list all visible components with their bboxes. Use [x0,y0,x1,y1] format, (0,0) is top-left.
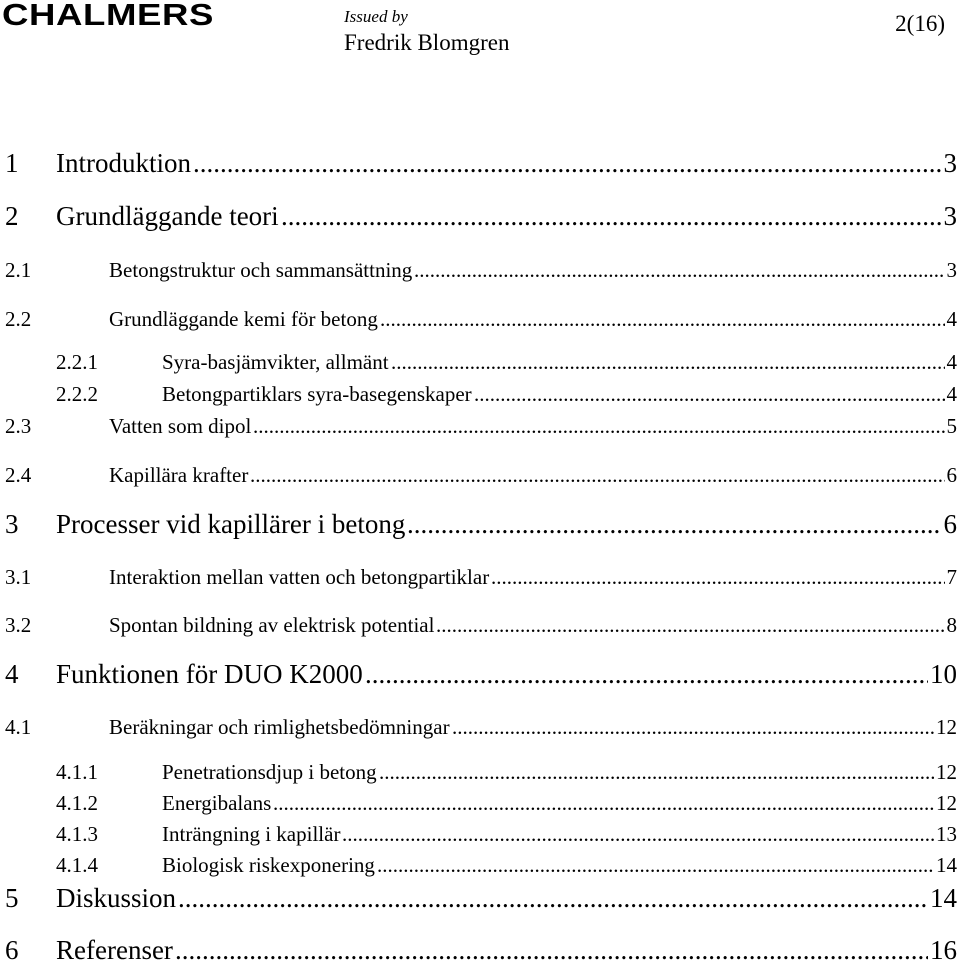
toc-entry-page: 3 [943,148,957,178]
toc-leader-dots [380,309,945,330]
toc-leader-dots [452,717,934,738]
toc-entry[interactable] [0,260,960,290]
toc-entry-page: 14 [936,853,957,877]
toc-entry-page: 3 [943,201,957,231]
toc-leader-dots [377,855,934,876]
toc-entry-title: Kapillära krafter [109,463,249,487]
toc-entry-page: 13 [936,822,957,846]
toc-entry-title: Diskussion [56,883,177,913]
toc-entry-number: 2.4 [5,463,32,487]
toc-entry-page: 7 [946,565,957,589]
toc-entry-title: Interaktion mellan vatten och betongpartiklar [109,565,490,589]
toc-leader-dots [407,511,942,538]
toc-entry[interactable] [0,762,960,792]
toc-entry-title: Funktionen för DUO K2000 [56,659,363,689]
toc-entry-number: 2 [5,201,19,231]
toc-entry[interactable] [0,793,960,823]
toc-entry-page: 14 [930,883,957,913]
toc-entry[interactable] [0,203,960,233]
toc-entry-page: 5 [946,414,957,438]
toc-leader-dots [414,260,945,281]
toc-entry-title: Introduktion [56,148,191,178]
toc-entry[interactable] [0,150,960,180]
toc-entry-page: 12 [936,791,957,815]
toc-entry-number: 5 [5,883,19,913]
toc-entry-title: Processer vid kapillärer i betong [56,509,406,539]
toc-entry-number: 2.2.1 [56,350,98,374]
toc-entry-page: 4 [946,382,957,406]
toc-entry[interactable] [0,937,960,967]
toc-entry-page: 4 [946,350,957,374]
toc-entry-number: 6 [5,935,19,965]
toc-entry-number: 2.2 [5,307,32,331]
toc-entry[interactable] [0,416,960,446]
toc-entry-title: Vatten som dipol [109,414,252,438]
toc-leader-dots [193,150,942,177]
toc-leader-dots [491,567,945,588]
toc-entry-page: 4 [946,307,957,331]
toc-entry[interactable] [0,384,960,414]
toc-entry-title: Spontan bildning av elektrisk potential [109,613,435,637]
toc-leader-dots [474,384,945,405]
toc-entry-title: Penetrationsdjup i betong [162,760,377,784]
toc-entry-page: 6 [946,463,957,487]
toc-entry[interactable] [0,885,960,915]
toc-entry-number: 4.1 [5,715,32,739]
toc-entry-number: 3 [5,509,19,539]
toc-entry-page: 8 [946,613,957,637]
issued-by-label: Issued by [344,7,408,26]
toc-entry-page: 10 [930,659,957,689]
toc-entry-number: 2.3 [5,414,32,438]
toc-leader-dots [250,465,945,486]
toc-entry-page: 12 [936,760,957,784]
toc-entry[interactable] [0,661,960,691]
toc-entry-title: Biologisk riskexponering [162,853,375,877]
toc-entry-number: 3.2 [5,613,32,637]
toc-entry-page: 3 [946,258,957,282]
toc-entry[interactable] [0,855,960,885]
toc-entry-title: Betongstruktur och sammansättning [109,258,413,282]
chalmers-logo: CHALMERS [2,0,215,32]
toc-entry-number: 3.1 [5,565,32,589]
toc-leader-dots [178,885,928,912]
toc-entry-page: 6 [943,509,957,539]
toc-leader-dots [281,203,942,230]
toc-leader-dots [273,793,934,814]
toc-entry-page: 12 [936,715,957,739]
toc-entry-title: Inträngning i kapillär [162,822,341,846]
issuer-name: Fredrik Blomgren [344,30,510,55]
toc-entry-number: 2.2.2 [56,382,98,406]
toc-entry[interactable] [0,615,960,645]
toc-entry[interactable] [0,511,960,541]
toc-entry-title: Referenser [56,935,173,965]
toc-entry-number: 4.1.4 [56,853,98,877]
toc-leader-dots [342,824,934,845]
toc-entry-title: Grundläggande teori [56,201,279,231]
toc-entry-number: 4.1.1 [56,760,98,784]
toc-entry-page: 16 [930,935,957,965]
toc-entry-number: 4.1.2 [56,791,98,815]
toc-entry[interactable] [0,567,960,597]
toc-leader-dots [391,352,945,373]
toc-entry-title: Grundläggande kemi för betong [109,307,378,331]
toc-entry[interactable] [0,465,960,495]
toc-entry-number: 2.1 [5,258,32,282]
toc-entry-title: Syra-basjämvikter, allmänt [162,350,389,374]
toc-leader-dots [253,416,945,437]
toc-entry[interactable] [0,352,960,382]
toc-entry-number: 1 [5,148,19,178]
toc-entry-title: Betongpartiklars syra-basegenskaper [162,382,472,406]
toc-leader-dots [365,661,928,688]
toc-entry[interactable] [0,717,960,747]
toc-entry-title: Energibalans [162,791,272,815]
toc-leader-dots [175,937,928,964]
toc-entry-number: 4.1.3 [56,822,98,846]
toc-entry-title: Beräkningar och rimlighetsbedömningar [109,715,450,739]
toc-leader-dots [436,615,945,636]
toc-entry-number: 4 [5,659,19,689]
toc-entry[interactable] [0,309,960,339]
toc-leader-dots [379,762,934,783]
toc-entry[interactable] [0,824,960,854]
page-number: 2(16) [895,11,945,36]
